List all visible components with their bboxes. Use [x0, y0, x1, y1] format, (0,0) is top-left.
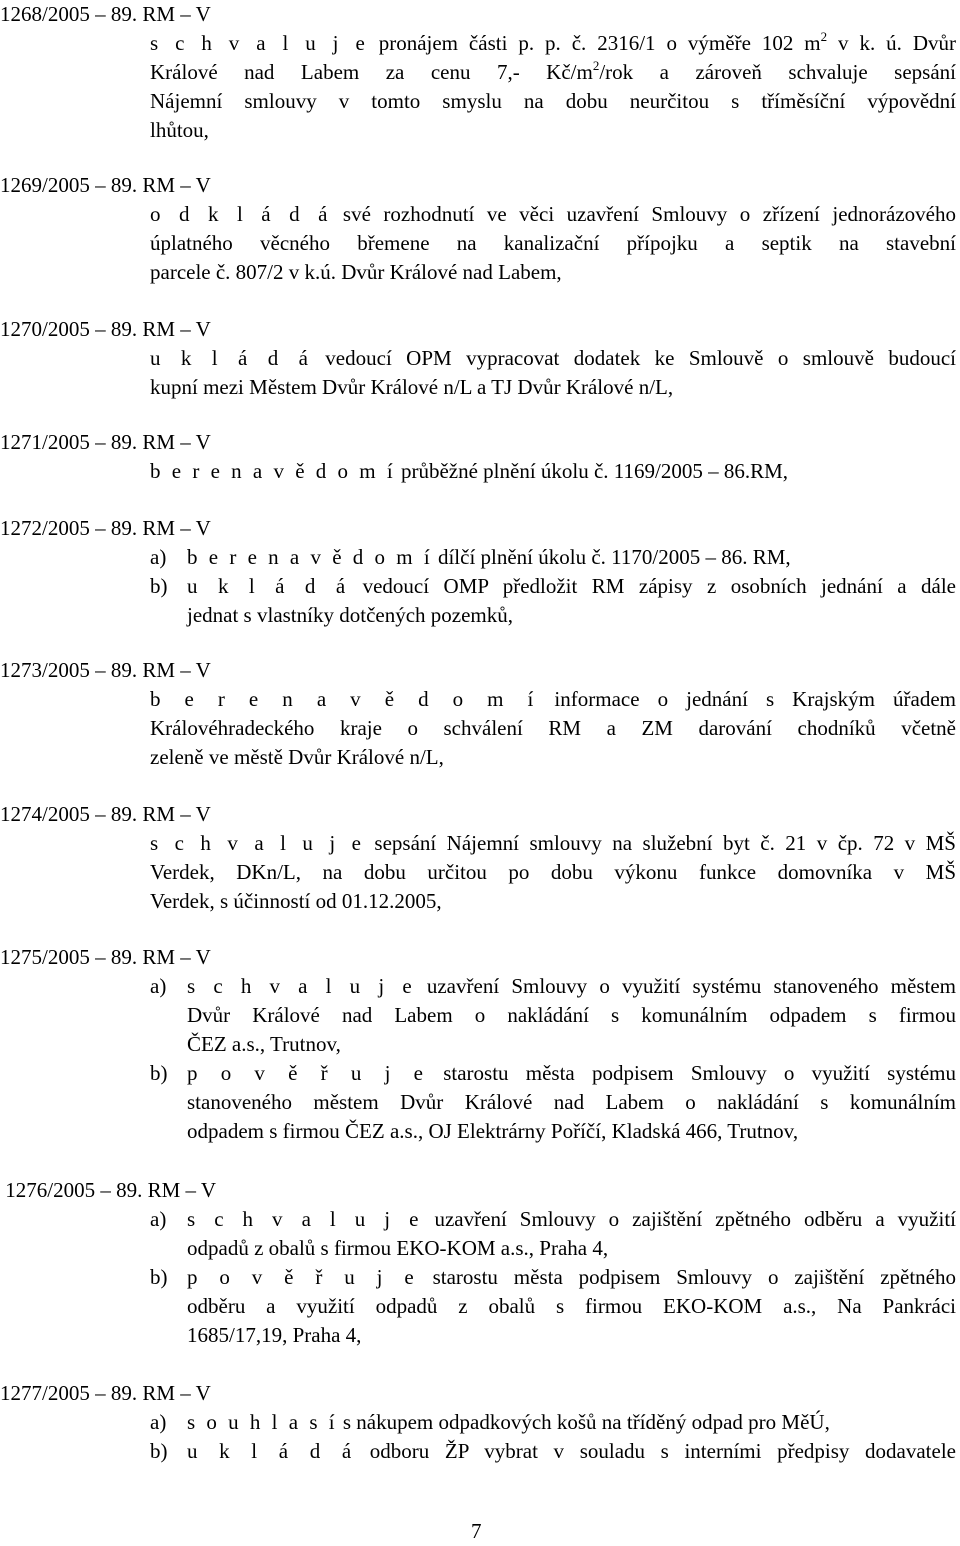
- item-label: a): [150, 974, 167, 998]
- item-label: b): [150, 574, 168, 598]
- resolution-item: [150, 1408, 956, 1437]
- resolution-header: 1275/2005 – 89. RM – V: [0, 945, 211, 969]
- text-line: [150, 29, 956, 58]
- resolution-body: [150, 829, 956, 916]
- decision-keyword: s o u h l a s í: [187, 1410, 338, 1434]
- resolution-header: 1274/2005 – 89. RM – V: [0, 802, 211, 826]
- line-text: ČEZ a.s., Trutnov,: [187, 1032, 341, 1056]
- resolution-body: [150, 344, 956, 402]
- text-line: [187, 1205, 956, 1234]
- text-line: [187, 1263, 956, 1292]
- line-text: své rozhodnutí ve věci uzavření Smlouvy o zřízení jednorázového: [330, 202, 956, 226]
- text-line: [150, 344, 956, 373]
- line-text: Nájemní smlouvy v tomto smyslu na dobu neurčitou s tříměsíční výpovědní: [150, 89, 956, 113]
- text-line: [150, 858, 956, 887]
- line-text-after: v k. ú. Dvůr: [827, 31, 956, 55]
- item-text: [187, 572, 956, 630]
- text-line: [187, 572, 956, 601]
- text-line: [187, 1030, 956, 1059]
- line-text: vedoucí OMP předložit RM zápisy z osobních jednání a dále: [348, 574, 956, 598]
- superscript: 2: [592, 58, 600, 73]
- text-line: [150, 87, 956, 116]
- text-line: [150, 714, 956, 743]
- text-line: [187, 1001, 956, 1030]
- resolution-body: [150, 685, 956, 772]
- line-text: lhůtou,: [150, 118, 209, 142]
- resolution-body: [150, 1205, 956, 1350]
- line-text: 1685/17,19, Praha 4,: [187, 1323, 362, 1347]
- text-line: [187, 543, 956, 572]
- decision-keyword: u k l á d á: [150, 346, 311, 370]
- decision-keyword: s c h v a l u j e: [187, 974, 415, 998]
- text-line: [187, 1408, 956, 1437]
- item-text: [187, 1437, 956, 1466]
- resolution-item: [150, 1205, 956, 1263]
- decision-keyword: s c h v a l u j e: [150, 31, 368, 55]
- text-line: [150, 373, 956, 402]
- resolution-item: [150, 1263, 956, 1350]
- line-text: pronájem části p. p. č. 2316/1 o výměře 102 m: [367, 31, 821, 55]
- line-text: informace o jednání s Krajským úřadem: [536, 687, 956, 711]
- decision-keyword: p o v ě ř u j e: [187, 1061, 426, 1085]
- resolution-body: [150, 29, 956, 145]
- line-text: starostu města podpisem Smlouvy o zajištění zpětného: [416, 1265, 956, 1289]
- text-line: [187, 1321, 956, 1350]
- text-line: [150, 229, 956, 258]
- text-line: [187, 1088, 956, 1117]
- line-text: dílčí plnění úkolu č. 1170/2005 – 86. RM,: [432, 545, 791, 569]
- item-label: b): [150, 1439, 168, 1463]
- resolution-body: [150, 972, 956, 1146]
- item-label: a): [150, 545, 167, 569]
- text-line: [187, 1059, 956, 1088]
- text-line: [150, 116, 956, 145]
- line-text: Králové nad Labem za cenu 7,- Kč/m: [150, 60, 593, 84]
- line-text: jednat s vlastníky dotčených pozemků,: [187, 603, 514, 627]
- item-text: [187, 1205, 956, 1263]
- line-text: stanoveného městem Dvůr Králové nad Labem o nakládání s komunálním: [187, 1090, 956, 1114]
- decision-keyword: u k l á d á: [187, 1439, 355, 1463]
- line-text: zeleně ve městě Dvůr Králové n/L,: [150, 745, 444, 769]
- line-text: parcele č. 807/2 v k.ú. Dvůr Králové nad Labem,: [150, 260, 562, 284]
- resolution-body: [150, 1408, 956, 1466]
- line-text-after: /rok a zároveň schvaluje sepsání: [599, 60, 956, 84]
- decision-keyword: s c h v a l u j e: [150, 831, 364, 855]
- text-line: [150, 200, 956, 229]
- item-text: [187, 972, 956, 1059]
- text-line: [150, 58, 956, 87]
- line-text: vedoucí OPM vypracovat dodatek ke Smlouvě o smlouvě budoucí: [310, 346, 956, 370]
- item-text: [187, 1408, 956, 1437]
- resolution-body: [150, 200, 956, 287]
- decision-keyword: b e r e n a v ě d o m í: [150, 459, 396, 483]
- line-text: odběru a využití odpadů z obalů s firmou EKO-KOM a.s., Na Pankráci: [187, 1294, 956, 1318]
- text-line: [187, 1117, 956, 1146]
- text-line: [187, 601, 956, 630]
- resolution-item: [150, 572, 956, 630]
- line-text: uzavření Smlouvy o využití systému stanoveného městem: [414, 974, 956, 998]
- resolution-header: 1276/2005 – 89. RM – V: [0, 1178, 217, 1202]
- line-text: průběžné plnění úkolu č. 1169/2005 – 86.RM,: [395, 459, 789, 483]
- item-text: [187, 543, 956, 572]
- item-label: a): [150, 1207, 167, 1231]
- decision-keyword: p o v ě ř u j e: [187, 1265, 417, 1289]
- resolution-item: [150, 1059, 956, 1146]
- resolution-header: 1268/2005 – 89. RM – V: [0, 2, 211, 26]
- text-line: [150, 829, 956, 858]
- resolution-item: [150, 543, 956, 572]
- item-text: [187, 1059, 956, 1146]
- text-line: [150, 258, 956, 287]
- decision-keyword: b e r e n a v ě d o m í: [187, 545, 433, 569]
- decision-keyword: s c h v a l u j e: [187, 1207, 422, 1231]
- line-text: kupní mezi Městem Dvůr Králové n/L a TJ Dvůr Králové n/L,: [150, 375, 674, 399]
- text-line: [187, 1292, 956, 1321]
- line-text: starostu města podpisem Smlouvy o využití systému: [426, 1061, 956, 1085]
- item-label: b): [150, 1061, 168, 1085]
- resolution-header: 1271/2005 – 89. RM – V: [0, 430, 211, 454]
- resolution-header: 1273/2005 – 89. RM – V: [0, 658, 211, 682]
- text-line: [187, 1437, 956, 1466]
- resolution-header: 1272/2005 – 89. RM – V: [0, 516, 211, 540]
- line-text: odpadem s firmou ČEZ a.s., OJ Elektrárny Poříčí, Kladská 466, Trutnov,: [187, 1119, 799, 1143]
- resolution-header: 1270/2005 – 89. RM – V: [0, 317, 211, 341]
- line-text: úplatného věcného břemene na kanalizační přípojku a septik na stavební: [150, 231, 956, 255]
- superscript: 2: [820, 29, 828, 44]
- text-line: [150, 887, 956, 916]
- line-text: Dvůr Králové nad Labem o nakládání s komunálním odpadem s firmou: [187, 1003, 956, 1027]
- text-line: [187, 972, 956, 1001]
- line-text: sepsání Nájemní smlouvy na služební byt č. 21 v čp. 72 v MŠ: [363, 831, 956, 855]
- item-text: [187, 1263, 956, 1350]
- resolution-item: [150, 972, 956, 1059]
- decision-keyword: b e r e n a v ě d o m í: [150, 687, 537, 711]
- page-number: 7: [471, 1519, 482, 1543]
- item-label: b): [150, 1265, 168, 1289]
- text-line: [150, 743, 956, 772]
- line-text: uzavření Smlouvy o zajištění zpětného odběru a využití: [421, 1207, 956, 1231]
- line-text: Královéhradeckého kraje o schválení RM a ZM darování chodníků včetně: [150, 716, 956, 740]
- resolution-header: 1277/2005 – 89. RM – V: [0, 1381, 211, 1405]
- decision-keyword: u k l á d á: [187, 574, 349, 598]
- line-text: Verdek, DKn/L, na dobu určitou po dobu výkonu funkce domovníka v MŠ: [150, 860, 956, 884]
- line-text: odpadů z obalů s firmou EKO-KOM a.s., Praha 4,: [187, 1236, 609, 1260]
- decision-keyword: o d k l á d á: [150, 202, 331, 226]
- resolution-header: 1269/2005 – 89. RM – V: [0, 173, 211, 197]
- line-text: s nákupem odpadkových košů na tříděný odpad pro MěÚ,: [337, 1410, 830, 1434]
- line-text: odboru ŽP vybrat v souladu s interními předpisy dodavatele: [354, 1439, 956, 1463]
- item-label: a): [150, 1410, 167, 1434]
- text-line: [150, 457, 956, 486]
- resolution-item: [150, 1437, 956, 1466]
- resolution-body: [150, 457, 956, 486]
- line-text: Verdek, s účinností od 01.12.2005,: [150, 889, 442, 913]
- text-line: [187, 1234, 956, 1263]
- resolution-body: [150, 543, 956, 630]
- text-line: [150, 685, 956, 714]
